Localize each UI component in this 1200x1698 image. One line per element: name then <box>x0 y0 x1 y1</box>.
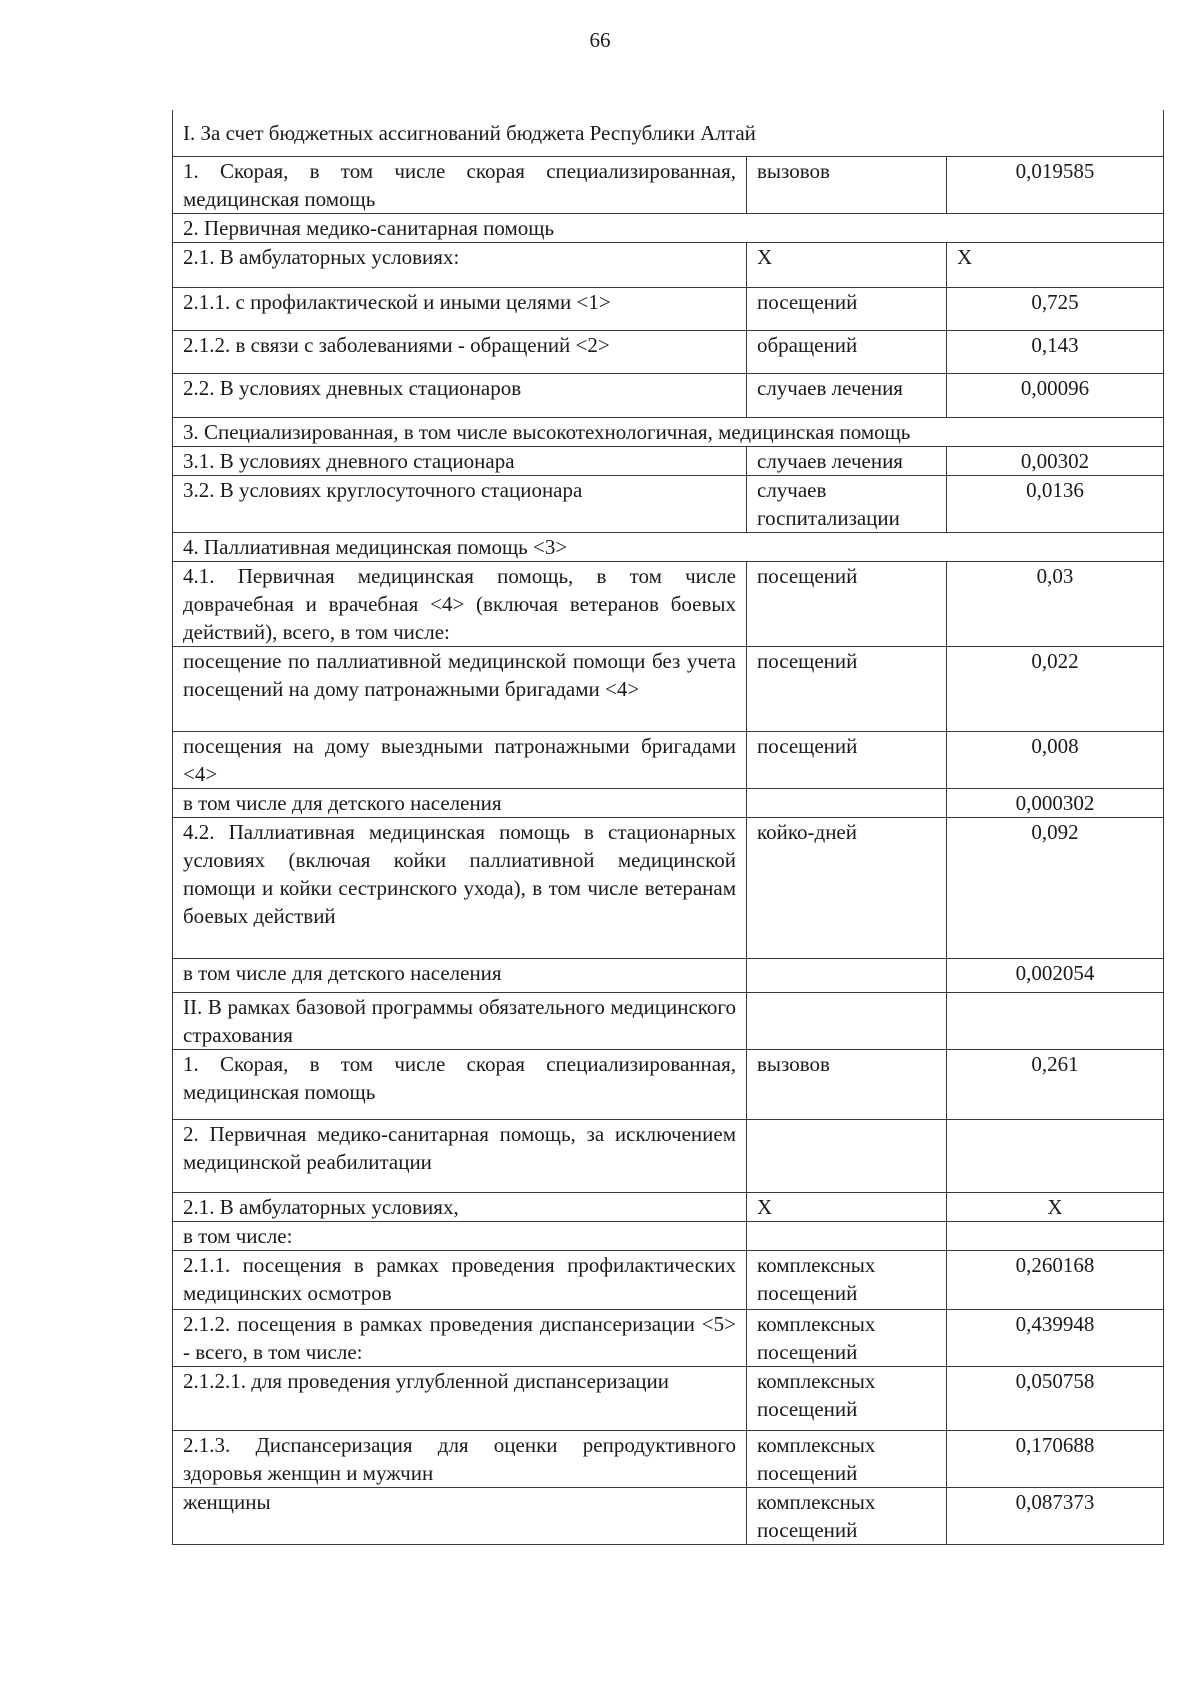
unit-cell: Х <box>747 1192 947 1221</box>
norm-value-cell: 0,261 <box>947 1049 1164 1119</box>
norm-value-cell: 0,092 <box>947 817 1164 958</box>
unit-cell: Х <box>747 242 947 287</box>
table-row <box>173 1487 1164 1544</box>
table-section-row <box>173 213 1164 242</box>
unit-cell: вызовов <box>747 1049 947 1119</box>
care-type-cell: 1. Скорая, в том числе скорая специализированная, медицинская помощь <box>173 1049 747 1119</box>
norm-value-cell: 0,000302 <box>947 788 1164 817</box>
care-type-cell: 4.1. Первичная медицинская помощь, в том числе доврачебная и врачебная <4> (включая ветеранов боевых действий), всего, в том числе: <box>173 561 747 646</box>
norm-value-cell: 0,087373 <box>947 1487 1164 1544</box>
table-row <box>173 330 1164 373</box>
care-type-cell: посещения на дому выездными патронажными бригадами <4> <box>173 731 747 788</box>
care-type-cell: 3.2. В условиях круглосуточного стационара <box>173 475 747 532</box>
norm-value-cell: 0,008 <box>947 731 1164 788</box>
table-row <box>173 446 1164 475</box>
table-section-row <box>173 417 1164 446</box>
table-row <box>173 561 1164 646</box>
care-type-cell: в том числе для детского населения <box>173 788 747 817</box>
table-row <box>173 958 1164 992</box>
table-row <box>173 287 1164 330</box>
care-type-cell: посещение по паллиативной медицинской помощи без учета посещений на дому патронажными бригадами <4> <box>173 646 747 731</box>
care-type-cell: 2.1.3. Диспансеризация для оценки репродуктивного здоровья женщин и мужчин <box>173 1430 747 1487</box>
unit-cell: случаев лечения <box>747 446 947 475</box>
unit-cell: случаев госпитализации <box>747 475 947 532</box>
norm-value-cell: 0,019585 <box>947 156 1164 213</box>
norm-value-cell: Х <box>947 242 1164 287</box>
norm-value-cell <box>947 1221 1164 1250</box>
norm-value-cell: 0,260168 <box>947 1250 1164 1309</box>
unit-cell: посещений <box>747 646 947 731</box>
norm-value-cell: 0,050758 <box>947 1366 1164 1430</box>
unit-cell <box>747 788 947 817</box>
unit-cell <box>747 958 947 992</box>
care-type-cell: 2. Первичная медико-санитарная помощь <box>173 213 1164 242</box>
table-row <box>173 646 1164 731</box>
care-type-cell: I. За счет бюджетных ассигнований бюджета Республики Алтай <box>173 110 1164 156</box>
unit-cell <box>747 992 947 1049</box>
norm-value-cell: 0,170688 <box>947 1430 1164 1487</box>
unit-cell: посещений <box>747 561 947 646</box>
norm-value-cell: 0,03 <box>947 561 1164 646</box>
volume-norms-table <box>172 110 1164 1545</box>
table-row <box>173 373 1164 417</box>
table-row <box>173 1250 1164 1309</box>
norm-value-cell <box>947 1119 1164 1192</box>
care-type-cell: 3.1. В условиях дневного стационара <box>173 446 747 475</box>
table-row <box>173 1221 1164 1250</box>
care-type-cell: 2.1.2.1. для проведения углубленной диспансеризации <box>173 1366 747 1430</box>
unit-cell: койко-дней <box>747 817 947 958</box>
care-type-cell: в том числе для детского населения <box>173 958 747 992</box>
care-type-cell: женщины <box>173 1487 747 1544</box>
care-type-cell: 2.1. В амбулаторных условиях: <box>173 242 747 287</box>
page-number: 66 <box>589 28 611 52</box>
care-type-cell: 4. Паллиативная медицинская помощь <3> <box>173 532 1164 561</box>
unit-cell: комплексных посещений <box>747 1366 947 1430</box>
unit-cell <box>747 1221 947 1250</box>
unit-cell: комплексных посещений <box>747 1309 947 1366</box>
norm-value-cell: 0,725 <box>947 287 1164 330</box>
care-type-cell: 3. Специализированная, в том числе высокотехнологичная, медицинская помощь <box>173 417 1164 446</box>
table-row <box>173 731 1164 788</box>
care-type-cell: 2.2. В условиях дневных стационаров <box>173 373 747 417</box>
norm-value-cell: 0,022 <box>947 646 1164 731</box>
care-type-cell: 4.2. Паллиативная медицинская помощь в стационарных условиях (включая койки паллиативной медицинской помощи и койки сестринского ухода), в том числе ветеранам боевых действий <box>173 817 747 958</box>
unit-cell: вызовов <box>747 156 947 213</box>
table-row <box>173 1430 1164 1487</box>
norm-value-cell: 0,439948 <box>947 1309 1164 1366</box>
care-type-cell: 1. Скорая, в том числе скорая специализированная, медицинская помощь <box>173 156 747 213</box>
norm-value-cell: 0,00302 <box>947 446 1164 475</box>
care-type-cell: II. В рамках базовой программы обязательного медицинского страхования <box>173 992 747 1049</box>
table-section-row <box>173 110 1164 156</box>
table-row <box>173 1119 1164 1192</box>
norm-value-cell: 0,002054 <box>947 958 1164 992</box>
table-row <box>173 1366 1164 1430</box>
table-row <box>173 788 1164 817</box>
table-row <box>173 156 1164 213</box>
table-section-row <box>173 532 1164 561</box>
norm-value-cell: 0,143 <box>947 330 1164 373</box>
unit-cell: комплексных посещений <box>747 1250 947 1309</box>
unit-cell <box>747 1119 947 1192</box>
unit-cell: посещений <box>747 731 947 788</box>
table-row <box>173 242 1164 287</box>
table-row <box>173 992 1164 1049</box>
care-type-cell: 2.1.1. с профилактической и иными целями <1> <box>173 287 747 330</box>
table-row <box>173 1309 1164 1366</box>
care-type-cell: 2. Первичная медико-санитарная помощь, за исключением медицинской реабилитации <box>173 1119 747 1192</box>
care-type-cell: 2.1.2. посещения в рамках проведения диспансеризации <5> - всего, в том числе: <box>173 1309 747 1366</box>
unit-cell: посещений <box>747 287 947 330</box>
care-type-cell: 2.1.2. в связи с заболеваниями - обращений <2> <box>173 330 747 373</box>
norm-value-cell: Х <box>947 1192 1164 1221</box>
care-type-cell: 2.1. В амбулаторных условиях, <box>173 1192 747 1221</box>
table-row <box>173 475 1164 532</box>
unit-cell: комплексных посещений <box>747 1487 947 1544</box>
norm-value-cell: 0,00096 <box>947 373 1164 417</box>
table-row <box>173 817 1164 958</box>
care-type-cell: в том числе: <box>173 1221 747 1250</box>
unit-cell: случаев лечения <box>747 373 947 417</box>
norm-value-cell <box>947 992 1164 1049</box>
norm-value-cell: 0,0136 <box>947 475 1164 532</box>
table-row <box>173 1192 1164 1221</box>
care-type-cell: 2.1.1. посещения в рамках проведения профилактических медицинских осмотров <box>173 1250 747 1309</box>
unit-cell: комплексных посещений <box>747 1430 947 1487</box>
unit-cell: обращений <box>747 330 947 373</box>
table-row <box>173 1049 1164 1119</box>
